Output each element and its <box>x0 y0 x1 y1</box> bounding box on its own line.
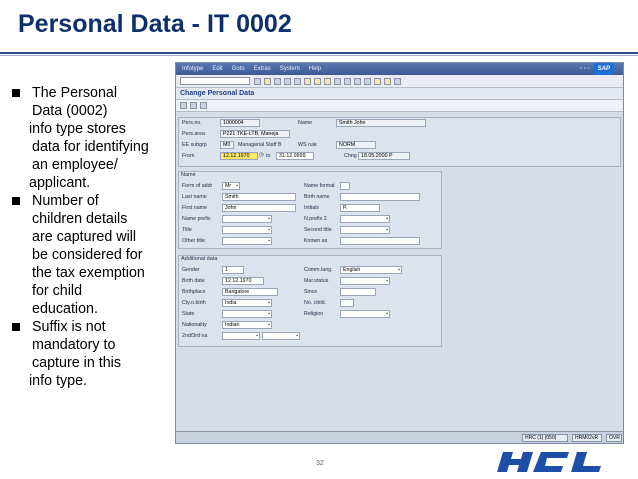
menu-goto[interactable]: Goto <box>231 66 245 72</box>
bullet-line: capture in this <box>32 355 122 371</box>
state-field[interactable] <box>222 310 272 318</box>
print-icon[interactable] <box>304 78 311 85</box>
nprefix2-field[interactable] <box>340 215 390 223</box>
ee-subgrp-label: EE subgrp <box>182 142 207 148</box>
bullet-square-icon <box>12 89 20 97</box>
name-label: Name <box>298 120 313 126</box>
bullet-line: Data (0002) <box>32 103 108 119</box>
bullet-line: applicant. <box>29 175 91 191</box>
birthplace-label: Birthplace <box>182 289 206 295</box>
initials-field[interactable]: P. <box>340 204 380 212</box>
status-mode: OVR <box>606 434 622 442</box>
chng-field: 18.05.2000 P <box>358 152 410 160</box>
last-name-label: Last name <box>182 194 207 200</box>
name-format-label: Name format <box>304 183 335 189</box>
ws-rule-field: NORM <box>336 141 376 149</box>
to-label: to <box>266 153 271 159</box>
sap-status-bar <box>176 431 623 443</box>
bullet-line: are captured will <box>32 229 137 245</box>
status-system: HRC (1) (050) <box>522 434 568 442</box>
ee-subgrp-text: Managerial Staff B <box>238 142 282 148</box>
form-of-addr-label: Form of addr <box>182 183 213 189</box>
ws-rule-label: WS rule <box>298 142 317 148</box>
religion-label: Religion <box>304 311 324 317</box>
cty-of-birth-label: Cty.o.birth <box>182 300 206 306</box>
menu-help[interactable]: Help <box>308 66 322 72</box>
nationality-label: Nationality <box>182 322 207 328</box>
bullet-item <box>10 84 170 192</box>
find-next-icon[interactable] <box>324 78 331 85</box>
dropdown-icon: ▪ <box>268 322 270 328</box>
first-page-icon[interactable] <box>334 78 341 85</box>
screen-title: Change Personal Data <box>176 88 623 100</box>
religion-field[interactable] <box>340 310 390 318</box>
slide-title: Personal Data - IT 0002 <box>18 10 292 38</box>
overview-icon[interactable] <box>180 102 187 109</box>
chng-label: Chng <box>344 153 357 159</box>
dropdown-icon: ▪ <box>386 216 388 222</box>
window-controls[interactable]: ▫ ▫ ▫ <box>579 66 590 72</box>
birth-name-field[interactable] <box>340 193 420 201</box>
comm-lang-field[interactable]: English ▪ <box>340 266 402 274</box>
command-field[interactable] <box>180 77 250 85</box>
save-icon[interactable] <box>264 78 271 85</box>
bullet-line: for child <box>32 283 83 299</box>
menu-system[interactable]: System <box>279 66 300 72</box>
dropdown-icon: ▪ <box>268 216 270 222</box>
other-title-field[interactable] <box>222 237 272 245</box>
first-name-field[interactable]: John <box>222 204 296 212</box>
cty-of-birth-field[interactable]: India ▪ <box>222 299 272 307</box>
pers-no-field: 1000004 <box>220 119 260 127</box>
dropdown-icon: ▪ <box>268 311 270 317</box>
second-title-label: Second title <box>304 227 332 233</box>
bullet-line: Number of <box>32 193 99 209</box>
shortcut-icon[interactable] <box>384 78 391 85</box>
name-group-title: Name <box>181 172 196 178</box>
next-record-icon[interactable] <box>200 102 207 109</box>
sap-standard-toolbar <box>176 75 623 88</box>
since-field[interactable] <box>340 288 376 296</box>
bullet-line: mandatory to <box>32 337 116 353</box>
bullet-line: Suffix is not <box>32 319 106 335</box>
back-icon[interactable] <box>274 78 281 85</box>
from-label: From <box>182 153 195 159</box>
help-icon[interactable] <box>394 78 401 85</box>
first-name-label: First name <box>182 205 208 211</box>
dropdown-icon: ▪ <box>268 238 270 244</box>
title-field[interactable] <box>222 226 272 234</box>
nationality-field[interactable]: Indian ▪ <box>222 321 272 329</box>
bullet-line: info type stores <box>29 121 126 137</box>
last-page-icon[interactable] <box>364 78 371 85</box>
known-as-field[interactable] <box>340 237 420 245</box>
mar-status-field[interactable] <box>340 277 390 285</box>
birth-date-label: Birth date <box>182 278 205 284</box>
name-prefix-field[interactable] <box>222 215 272 223</box>
bullet-item <box>10 192 170 318</box>
svg-text:HCL: HCL <box>605 472 608 473</box>
name-format-field[interactable] <box>340 182 350 190</box>
bullet-square-icon <box>12 197 20 205</box>
bullet-line: be considered for <box>32 247 143 263</box>
last-name-field[interactable]: Smith <box>222 193 296 201</box>
pers-area-field: P221 TKE-LTB, Maneja <box>220 130 290 138</box>
calendar-icon[interactable]: ◷ <box>259 152 264 158</box>
no-child-field[interactable] <box>340 299 354 307</box>
sap-window <box>175 62 624 444</box>
hcl-logo <box>497 448 627 476</box>
gender-label: Gender <box>182 267 200 273</box>
next-page-icon[interactable] <box>354 78 361 85</box>
previous-page-icon[interactable] <box>344 78 351 85</box>
title-label: Title <box>182 227 192 233</box>
menu-extras[interactable]: Extras <box>253 66 271 72</box>
dropdown-icon: ▪ <box>236 183 238 189</box>
sap-logo: SAP <box>594 63 614 75</box>
name-prefix-label: Name prefix <box>182 216 211 222</box>
comm-lang-label: Comm.lang. <box>304 267 333 273</box>
bullet-line: info type. <box>29 373 88 389</box>
no-child-label: No. child. <box>304 300 327 306</box>
new-session-icon[interactable] <box>374 78 381 85</box>
form-of-addr-field[interactable]: Mr ▪ <box>222 182 240 190</box>
birth-date-field[interactable]: 12.12.1970 <box>222 277 264 285</box>
nationality2-field[interactable] <box>222 332 260 340</box>
bullet-line: education. <box>32 301 98 317</box>
page-number: 32 <box>316 460 324 467</box>
application-toolbar <box>176 100 623 112</box>
from-date-field[interactable]: 12.12.1970 <box>220 152 258 160</box>
title-divider-thin <box>0 55 638 56</box>
second-title-field[interactable] <box>340 226 390 234</box>
dropdown-icon: ▪ <box>268 227 270 233</box>
menu-infotype[interactable]: Infotype <box>182 66 204 72</box>
nprefix2-label: N.prefix 2 <box>304 216 327 222</box>
mar-status-label: Mar.status <box>304 278 329 284</box>
bullet-square-icon <box>12 323 20 331</box>
birth-name-label: Birth name <box>304 194 330 200</box>
dropdown-icon: ▪ <box>296 333 298 339</box>
pers-area-label: Pers.area <box>182 131 205 137</box>
bullet-line: data for identifying <box>32 139 149 155</box>
bullet-line: an employee/ <box>32 157 118 173</box>
gender-field[interactable]: 1 <box>222 266 244 274</box>
dropdown-icon: ▪ <box>256 333 258 339</box>
previous-record-icon[interactable] <box>190 102 197 109</box>
nationality2-label: 2nd/3rd na <box>182 333 208 339</box>
dropdown-icon: ▪ <box>386 311 388 317</box>
to-date-field[interactable]: 31.12.9999 <box>276 152 314 160</box>
other-title-label: Other title <box>182 238 205 244</box>
title-divider <box>0 52 638 54</box>
ee-subgrp-field: M0 <box>220 141 234 149</box>
bullet-item <box>10 318 170 390</box>
bullet-line: The Personal <box>32 85 118 101</box>
menu-edit[interactable]: Edit <box>212 66 223 72</box>
dropdown-icon: ▪ <box>268 300 270 306</box>
state-label: State <box>182 311 195 317</box>
name-display: Smith John <box>336 119 426 127</box>
sap-menubar <box>176 63 623 75</box>
pers-no-label: Pers.no. <box>182 120 202 126</box>
status-server: HRM02vR <box>572 434 602 442</box>
cancel-icon[interactable] <box>294 78 301 85</box>
find-icon[interactable] <box>314 78 321 85</box>
bullet-line: children details <box>32 211 128 227</box>
initials-label: Initials <box>304 205 320 211</box>
dropdown-icon: ▪ <box>386 227 388 233</box>
bullet-line: the tax exemption <box>32 265 145 281</box>
since-label: Since <box>304 289 318 295</box>
dropdown-icon: ▪ <box>398 267 400 273</box>
additional-group-title: Additional data <box>181 256 218 262</box>
exit-icon[interactable] <box>284 78 291 85</box>
dropdown-icon: ▪ <box>386 278 388 284</box>
known-as-label: Known as <box>304 238 328 244</box>
enter-icon[interactable] <box>254 78 261 85</box>
nationality3-field[interactable] <box>262 332 300 340</box>
bullet-list <box>10 84 170 390</box>
birthplace-field[interactable]: Bangalore <box>222 288 278 296</box>
